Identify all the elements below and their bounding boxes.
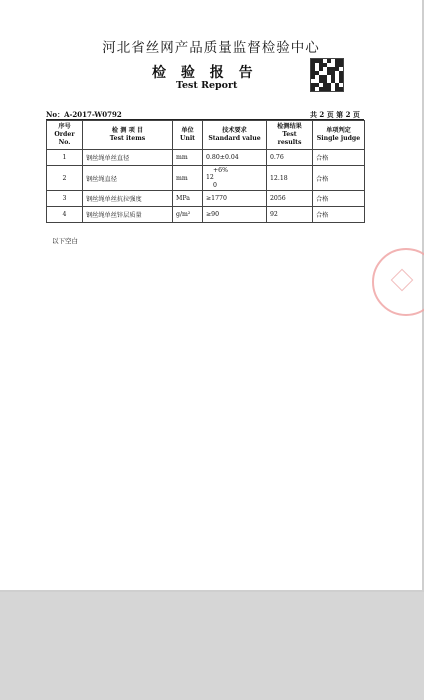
row-judge: 合格 (313, 207, 365, 223)
row-result: 0.76 (267, 150, 313, 166)
report-title-en: Test Report (176, 80, 238, 91)
page-indicator: 共 2 页 第 2 页 (310, 110, 360, 119)
row-judge: 合格 (313, 191, 365, 207)
tolerance-upper: +6% (213, 167, 229, 174)
document-number: No：A-2017-W0792 (46, 110, 122, 119)
row-standard: ≥90 (203, 207, 267, 223)
row-item: 钢丝绳单丝锌层质量 (83, 207, 173, 223)
row-order: 1 (47, 150, 83, 166)
row-unit: mm (173, 166, 203, 191)
standard-tolerance (206, 167, 263, 189)
row-unit: g/m² (173, 207, 203, 223)
header-order: 序号 Order No. (47, 121, 83, 150)
row-result: 92 (267, 207, 313, 223)
row-standard (203, 166, 267, 191)
row-item: 钢丝绳单丝直径 (83, 150, 173, 166)
header-test-items: 检 测 项 目 Test items (83, 121, 173, 150)
end-of-content-note: 以下空白 (52, 237, 78, 245)
row-result: 12.18 (267, 166, 313, 191)
header-single-judge: 单项判定 Single judge (313, 121, 365, 150)
report-title-cn: 检 验 报 告 (152, 65, 258, 81)
table-row (47, 150, 365, 166)
row-judge: 合格 (313, 166, 365, 191)
row-result: 2056 (267, 191, 313, 207)
row-order: 3 (47, 191, 83, 207)
row-order: 2 (47, 166, 83, 191)
nominal-value: 12 (206, 174, 214, 182)
header-standard-value: 技术要求 Standard value (203, 121, 267, 150)
header-unit: 单位 Unit (173, 121, 203, 150)
table-header-row (47, 121, 365, 150)
tolerance-lower: 0 (213, 181, 217, 189)
row-judge: 合格 (313, 150, 365, 166)
qr-code-icon (310, 58, 344, 92)
test-results-table (46, 120, 365, 223)
table-row (47, 207, 365, 223)
row-order: 4 (47, 207, 83, 223)
row-item: 钢丝绳单丝抗拉强度 (83, 191, 173, 207)
row-unit: mm (173, 150, 203, 166)
header-test-results: 检测结果 Test results (267, 121, 313, 150)
organization-name: 河北省丝网产品质量监督检验中心 (102, 40, 320, 56)
table-row (47, 191, 365, 207)
row-item: 钢丝绳直径 (83, 166, 173, 191)
row-standard: 0.80±0.04 (203, 150, 267, 166)
row-standard: ≥1770 (203, 191, 267, 207)
row-unit: MPa (173, 191, 203, 207)
table-row (47, 166, 365, 191)
